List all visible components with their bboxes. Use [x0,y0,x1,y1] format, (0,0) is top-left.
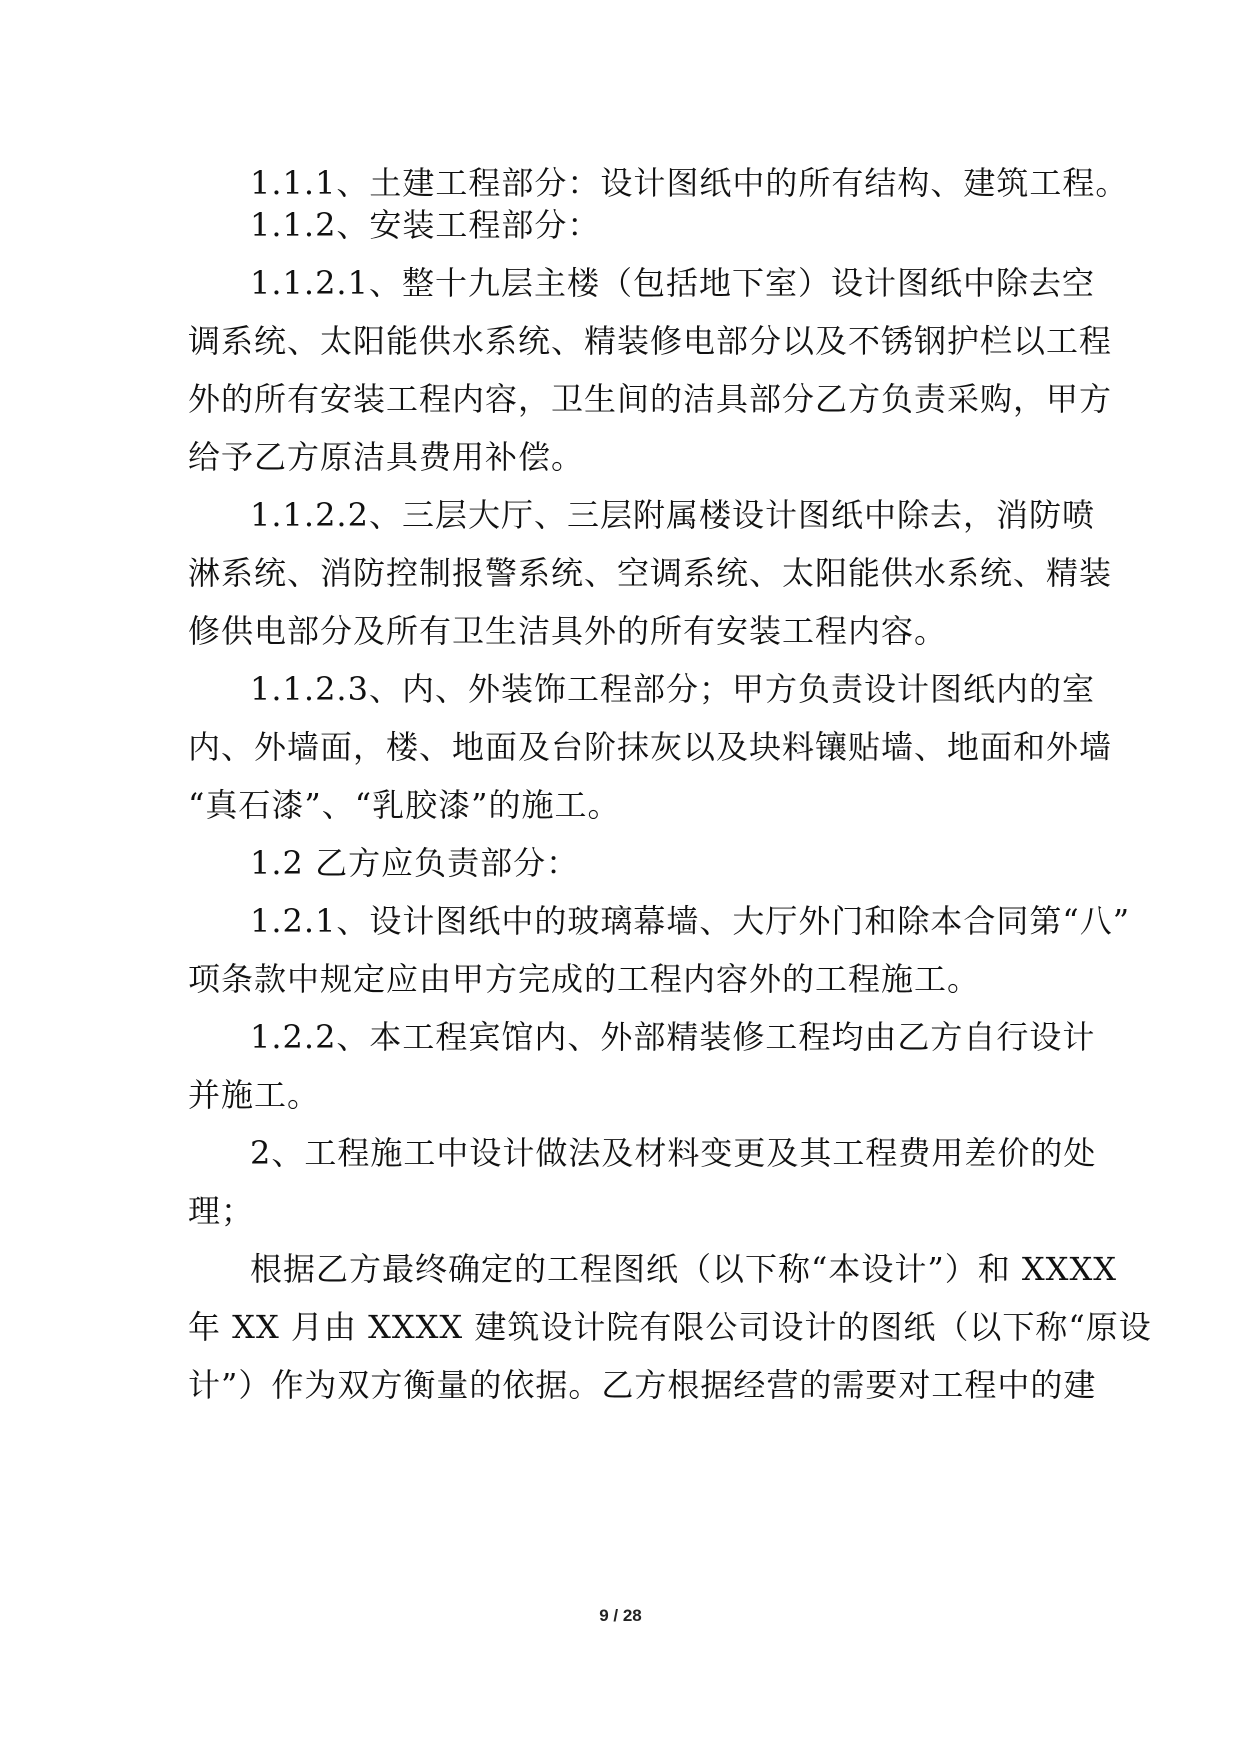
paragraph-line: 1.2.2、本工程宾馆内、外部精装修工程均由乙方自行设计 [250,1018,1096,1056]
paragraph-line: 2、工程施工中设计做法及材料变更及其工程费用差价的处 [250,1134,1097,1172]
paragraph-line: 调系统、太阳能供水系统、精装修电部分以及不锈钢护栏以工程 [188,322,1113,360]
paragraph-line: 计”）作为双方衡量的依据。乙方根据经营的需要对工程中的建 [188,1366,1097,1404]
paragraph-line: 外的所有安装工程内容，卫生间的洁具部分乙方负责采购，甲方 [188,380,1113,418]
paragraph-line: 给予乙方原洁具费用补偿。 [188,438,585,476]
paragraph-line: 淋系统、消防控制报警系统、空调系统、太阳能供水系统、精装 [188,554,1113,592]
paragraph-line: 1.1.1、土建工程部分：设计图纸中的所有结构、建筑工程。 [250,164,1129,202]
paragraph-line: 项条款中规定应由甲方完成的工程内容外的工程施工。 [188,960,981,998]
paragraph-line: 年 XX 月由 XXXX 建筑设计院有限公司设计的图纸（以下称“原设 [188,1308,1152,1346]
paragraph-line: 1.1.2.3、内、外装饰工程部分；甲方负责设计图纸内的室 [250,670,1095,708]
paragraph-line: 1.1.2.1、整十九层主楼（包括地下室）设计图纸中除去空 [250,264,1095,302]
paragraph-line: 并施工。 [188,1076,321,1114]
paragraph-line: 修供电部分及所有卫生洁具外的所有安装工程内容。 [188,612,948,650]
paragraph-line: 内、外墙面，楼、地面及台阶抹灰以及块料镶贴墙、地面和外墙 [188,728,1113,766]
paragraph-line: 1.1.2、安装工程部分： [250,206,601,244]
paragraph-line: 1.1.2.2、三层大厅、三层附属楼设计图纸中除去，消防喷 [250,496,1095,534]
paragraph-line: 1.2 乙方应负责部分： [250,844,580,882]
paragraph-line: 根据乙方最终确定的工程图纸（以下称“本设计”）和 XXXX [250,1250,1118,1288]
paragraph-line: “真石漆”、“乳胶漆”的施工。 [188,786,621,824]
paragraph-line: 理； [188,1192,255,1230]
page-number: 9 / 28 [599,1606,642,1625]
paragraph-line: 1.2.1、设计图纸中的玻璃幕墙、大厅外门和除本合同第“八” [250,902,1131,940]
